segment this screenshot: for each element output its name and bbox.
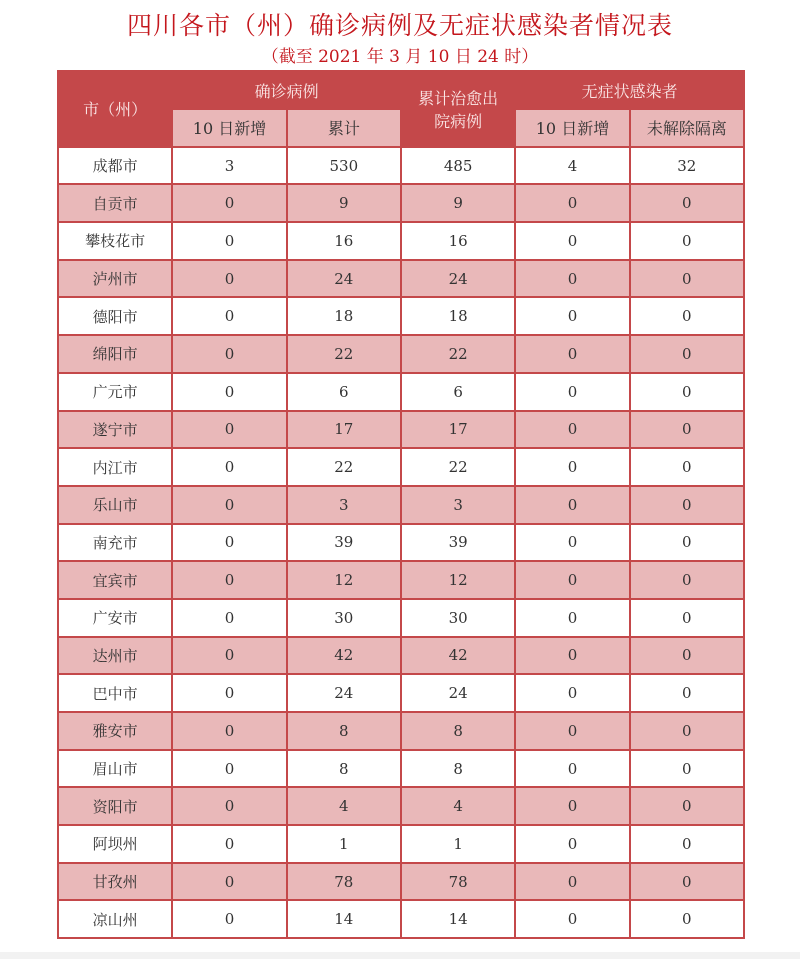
cell-new: 0: [172, 486, 286, 524]
cell-city: 资阳市: [58, 787, 172, 825]
cell-new: 0: [172, 712, 286, 750]
cell-asym-new: 0: [515, 297, 629, 335]
cell-city: 乐山市: [58, 486, 172, 524]
cell-asym-new: 0: [515, 411, 629, 449]
cell-new: 0: [172, 863, 286, 901]
cell-asym-iso: 0: [630, 335, 744, 373]
cell-discharged: 24: [401, 260, 515, 298]
cell-asym-iso: 0: [630, 448, 744, 486]
table-row: [58, 637, 744, 675]
cell-asym-iso: 0: [630, 750, 744, 788]
cell-new: 0: [172, 335, 286, 373]
header-asym-new: 10 日新增: [515, 109, 629, 147]
cell-asym-iso: 0: [630, 222, 744, 260]
cell-city: 眉山市: [58, 750, 172, 788]
header-confirmed-total: 累计: [287, 109, 401, 147]
cell-asym-iso: 0: [630, 787, 744, 825]
cell-total: 78: [287, 863, 401, 901]
cell-new: 0: [172, 825, 286, 863]
cell-new: 0: [172, 373, 286, 411]
cell-discharged: 3: [401, 486, 515, 524]
cell-asym-new: 0: [515, 825, 629, 863]
cell-asym-iso: 0: [630, 863, 744, 901]
table-row: [58, 524, 744, 562]
cell-total: 1: [287, 825, 401, 863]
cell-city: 绵阳市: [58, 335, 172, 373]
table-row: [58, 900, 744, 938]
cell-new: 0: [172, 448, 286, 486]
cell-city: 雅安市: [58, 712, 172, 750]
table-row: [58, 561, 744, 599]
table-row: [58, 486, 744, 524]
cell-asym-new: 0: [515, 222, 629, 260]
cell-asym-new: 0: [515, 260, 629, 298]
cell-asym-iso: 0: [630, 486, 744, 524]
cell-city: 德阳市: [58, 297, 172, 335]
cell-discharged: 18: [401, 297, 515, 335]
cell-asym-new: 0: [515, 750, 629, 788]
table-row: [58, 147, 744, 185]
cell-asym-iso: 32: [630, 147, 744, 185]
cell-city: 阿坝州: [58, 825, 172, 863]
cell-asym-iso: 0: [630, 825, 744, 863]
cases-table: [57, 70, 745, 939]
cell-total: 9: [287, 184, 401, 222]
table-row: [58, 373, 744, 411]
cell-asym-new: 0: [515, 674, 629, 712]
cell-asym-iso: 0: [630, 599, 744, 637]
table-row: [58, 297, 744, 335]
cell-asym-new: 0: [515, 787, 629, 825]
cell-city: 凉山州: [58, 900, 172, 938]
cell-asym-new: 0: [515, 637, 629, 675]
cell-discharged: 78: [401, 863, 515, 901]
cell-total: 3: [287, 486, 401, 524]
cell-city: 内江市: [58, 448, 172, 486]
cell-new: 0: [172, 599, 286, 637]
cell-city: 成都市: [58, 147, 172, 185]
cell-asym-new: 0: [515, 184, 629, 222]
cell-asym-new: 0: [515, 524, 629, 562]
cell-discharged: 12: [401, 561, 515, 599]
cell-asym-new: 0: [515, 561, 629, 599]
table-row: [58, 863, 744, 901]
header-city: 市（州）: [58, 71, 172, 147]
cell-asym-new: 0: [515, 863, 629, 901]
cell-total: 42: [287, 637, 401, 675]
table-row: [58, 260, 744, 298]
cell-asym-new: 0: [515, 900, 629, 938]
cell-total: 8: [287, 750, 401, 788]
cell-asym-iso: 0: [630, 184, 744, 222]
cell-discharged: 485: [401, 147, 515, 185]
cell-total: 30: [287, 599, 401, 637]
table-row: [58, 411, 744, 449]
cell-asym-new: 0: [515, 712, 629, 750]
cell-city: 南充市: [58, 524, 172, 562]
cell-total: 22: [287, 448, 401, 486]
cell-discharged: 39: [401, 524, 515, 562]
cell-discharged: 1: [401, 825, 515, 863]
cell-discharged: 4: [401, 787, 515, 825]
cell-new: 0: [172, 524, 286, 562]
cell-city: 达州市: [58, 637, 172, 675]
cell-total: 24: [287, 674, 401, 712]
cell-total: 17: [287, 411, 401, 449]
page-title: 四川各市（州）确诊病例及无症状感染者情况表: [126, 11, 673, 40]
header-asym-isolation: 未解除隔离: [630, 109, 744, 147]
cell-discharged: 17: [401, 411, 515, 449]
cell-asym-new: 0: [515, 599, 629, 637]
cell-city: 宜宾市: [58, 561, 172, 599]
cell-asym-iso: 0: [630, 411, 744, 449]
cell-city: 巴中市: [58, 674, 172, 712]
cell-asym-iso: 0: [630, 561, 744, 599]
header-confirmed: 确诊病例: [172, 71, 401, 109]
table-row: [58, 750, 744, 788]
cell-new: 0: [172, 411, 286, 449]
cell-discharged: 14: [401, 900, 515, 938]
cell-total: 18: [287, 297, 401, 335]
table-row: [58, 825, 744, 863]
cell-city: 甘孜州: [58, 863, 172, 901]
cell-total: 12: [287, 561, 401, 599]
cell-discharged: 30: [401, 599, 515, 637]
cell-discharged: 6: [401, 373, 515, 411]
cell-total: 16: [287, 222, 401, 260]
cell-total: 24: [287, 260, 401, 298]
table-row: [58, 787, 744, 825]
cell-discharged: 22: [401, 448, 515, 486]
cell-city: 遂宁市: [58, 411, 172, 449]
cell-discharged: 9: [401, 184, 515, 222]
cell-new: 0: [172, 260, 286, 298]
cell-total: 39: [287, 524, 401, 562]
cell-asym-iso: 0: [630, 373, 744, 411]
cell-asym-iso: 0: [630, 297, 744, 335]
cell-total: 530: [287, 147, 401, 185]
header-confirmed-new: 10 日新增: [172, 109, 286, 147]
cell-asym-iso: 0: [630, 712, 744, 750]
cell-asym-new: 4: [515, 147, 629, 185]
cell-asym-new: 0: [515, 373, 629, 411]
cell-new: 0: [172, 222, 286, 260]
cell-discharged: 22: [401, 335, 515, 373]
cell-asym-new: 0: [515, 448, 629, 486]
table-row: [58, 448, 744, 486]
cell-total: 4: [287, 787, 401, 825]
table-row: [58, 184, 744, 222]
table-row: [58, 712, 744, 750]
cell-total: 14: [287, 900, 401, 938]
header-asymptomatic: 无症状感染者: [515, 71, 744, 109]
cell-discharged: 24: [401, 674, 515, 712]
cell-discharged: 8: [401, 712, 515, 750]
cell-total: 8: [287, 712, 401, 750]
cell-new: 0: [172, 561, 286, 599]
cell-city: 广安市: [58, 599, 172, 637]
cell-new: 0: [172, 184, 286, 222]
cell-city: 攀枝花市: [58, 222, 172, 260]
table-row: [58, 222, 744, 260]
page-subtitle: （截至 2021 年 3 月 10 日 24 时）: [261, 47, 539, 67]
table-row: [58, 599, 744, 637]
cell-discharged: 42: [401, 637, 515, 675]
cell-asym-new: 0: [515, 335, 629, 373]
cell-discharged: 16: [401, 222, 515, 260]
cell-new: 0: [172, 297, 286, 335]
cell-new: 3: [172, 147, 286, 185]
cell-new: 0: [172, 787, 286, 825]
cell-asym-iso: 0: [630, 900, 744, 938]
cell-new: 0: [172, 900, 286, 938]
cell-city: 自贡市: [58, 184, 172, 222]
bottom-strip: [0, 952, 800, 959]
cell-total: 22: [287, 335, 401, 373]
header-discharged: 累计治愈出院病例: [401, 71, 515, 147]
cell-asym-iso: 0: [630, 524, 744, 562]
cell-total: 6: [287, 373, 401, 411]
cell-city: 广元市: [58, 373, 172, 411]
cell-city: 泸州市: [58, 260, 172, 298]
cell-new: 0: [172, 674, 286, 712]
table-row: [58, 674, 744, 712]
cell-asym-iso: 0: [630, 674, 744, 712]
table-row: [58, 335, 744, 373]
cell-asym-iso: 0: [630, 260, 744, 298]
cell-asym-iso: 0: [630, 637, 744, 675]
cell-new: 0: [172, 637, 286, 675]
cell-discharged: 8: [401, 750, 515, 788]
cell-new: 0: [172, 750, 286, 788]
cell-asym-new: 0: [515, 486, 629, 524]
table-body: [58, 147, 744, 938]
